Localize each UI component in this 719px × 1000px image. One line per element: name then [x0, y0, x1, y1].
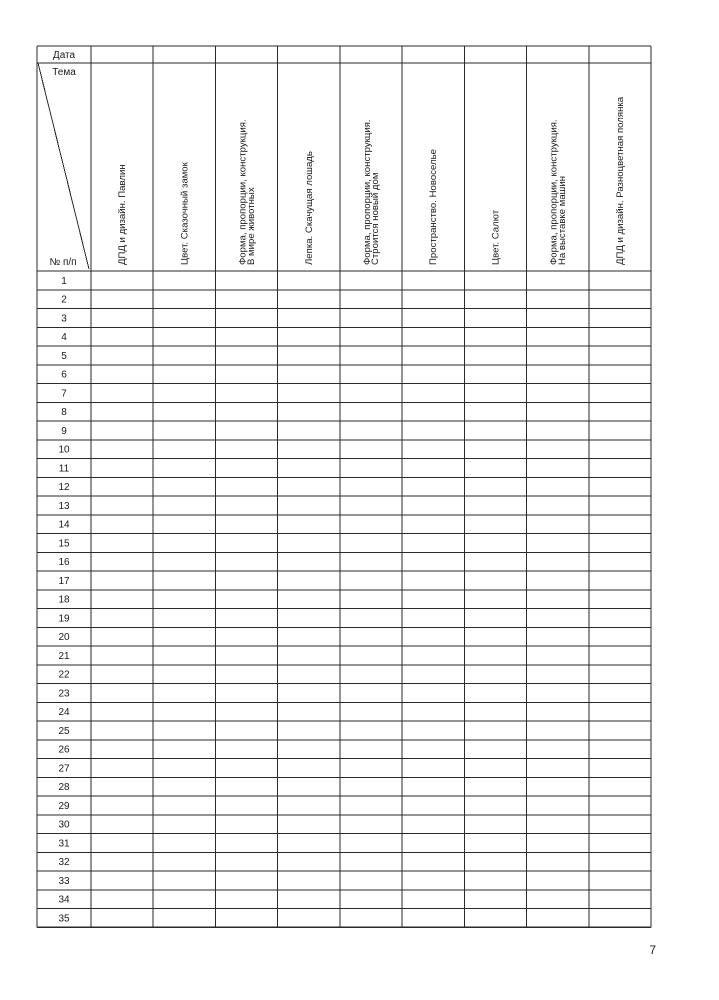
row-number: 15	[58, 538, 70, 550]
row-number: 7	[61, 388, 67, 400]
row-number: 14	[58, 519, 70, 531]
row-number: 31	[58, 838, 70, 850]
row-number: 32	[58, 857, 70, 869]
topic-column-header	[237, 119, 256, 265]
row-number: 9	[61, 425, 67, 437]
topic-title-line: Форма, пропорции, конструкция.	[361, 119, 373, 265]
topic-header-label: Тема	[52, 67, 76, 78]
topic-column-header	[615, 96, 626, 265]
topic-column-header	[179, 161, 190, 265]
topic-column-header	[362, 119, 381, 265]
row-number: 35	[58, 913, 70, 925]
header-diagonal-line	[38, 63, 89, 269]
topic-headers	[117, 96, 626, 265]
row-number: 22	[58, 669, 70, 681]
topic-title-line: В мире животных	[245, 187, 257, 265]
topic-title-line: Форма, пропорции, конструкция.	[237, 119, 249, 265]
row-number: 24	[58, 707, 70, 719]
topic-column-header	[428, 149, 439, 265]
row-number: 28	[58, 782, 70, 794]
row-number: 13	[58, 500, 70, 512]
row-number: 17	[58, 575, 70, 587]
date-header-label: Дата	[52, 50, 76, 61]
topic-title-line: ДПД и дизайн. Павлин	[117, 164, 129, 265]
topic-column-header	[548, 119, 567, 265]
row-number: 11	[58, 463, 70, 475]
topic-title-line: Цвет. Сказочный замок	[179, 162, 191, 265]
topic-title-line: Форма, пропорции, конструкция.	[548, 119, 560, 265]
row-number-column	[58, 276, 70, 925]
row-number: 34	[58, 894, 70, 906]
row-number: 3	[61, 313, 67, 325]
page-number: 7	[649, 943, 656, 957]
row-number: 10	[58, 444, 70, 456]
row-number: 30	[58, 819, 70, 831]
topic-title-line: На выставке машин	[556, 175, 568, 265]
row-number: 29	[58, 800, 70, 812]
row-number: 4	[61, 332, 67, 344]
topic-title-line: Лепка. Скачущая лошадь	[303, 151, 315, 265]
row-number: 23	[58, 688, 70, 700]
row-number: 33	[58, 875, 70, 887]
topic-column-header	[117, 164, 128, 265]
row-number: 12	[58, 482, 70, 494]
topic-title-line: Пространство. Новоселье	[428, 149, 440, 265]
row-number: 21	[58, 650, 70, 662]
row-number: 16	[58, 557, 70, 569]
row-number: 20	[58, 632, 70, 644]
topic-column-header	[304, 151, 315, 265]
row-number: 19	[58, 613, 70, 625]
topic-title-line: Цвет. Салют	[490, 209, 502, 265]
row-number: 8	[61, 407, 67, 419]
row-number-header-label: № п/п	[49, 257, 77, 268]
topic-title-line: Строится новый дом	[370, 172, 382, 265]
row-number: 18	[58, 594, 70, 606]
row-number: 5	[61, 350, 67, 362]
topic-title-line: ДПД и дизайн. Разноцветная полянка	[614, 96, 626, 265]
row-number: 1	[61, 275, 67, 287]
row-number: 25	[58, 725, 70, 737]
row-number: 2	[61, 294, 67, 306]
row-number: 6	[61, 369, 67, 381]
row-number: 26	[58, 744, 70, 756]
topic-column-header	[490, 209, 501, 265]
row-number: 27	[58, 763, 70, 775]
